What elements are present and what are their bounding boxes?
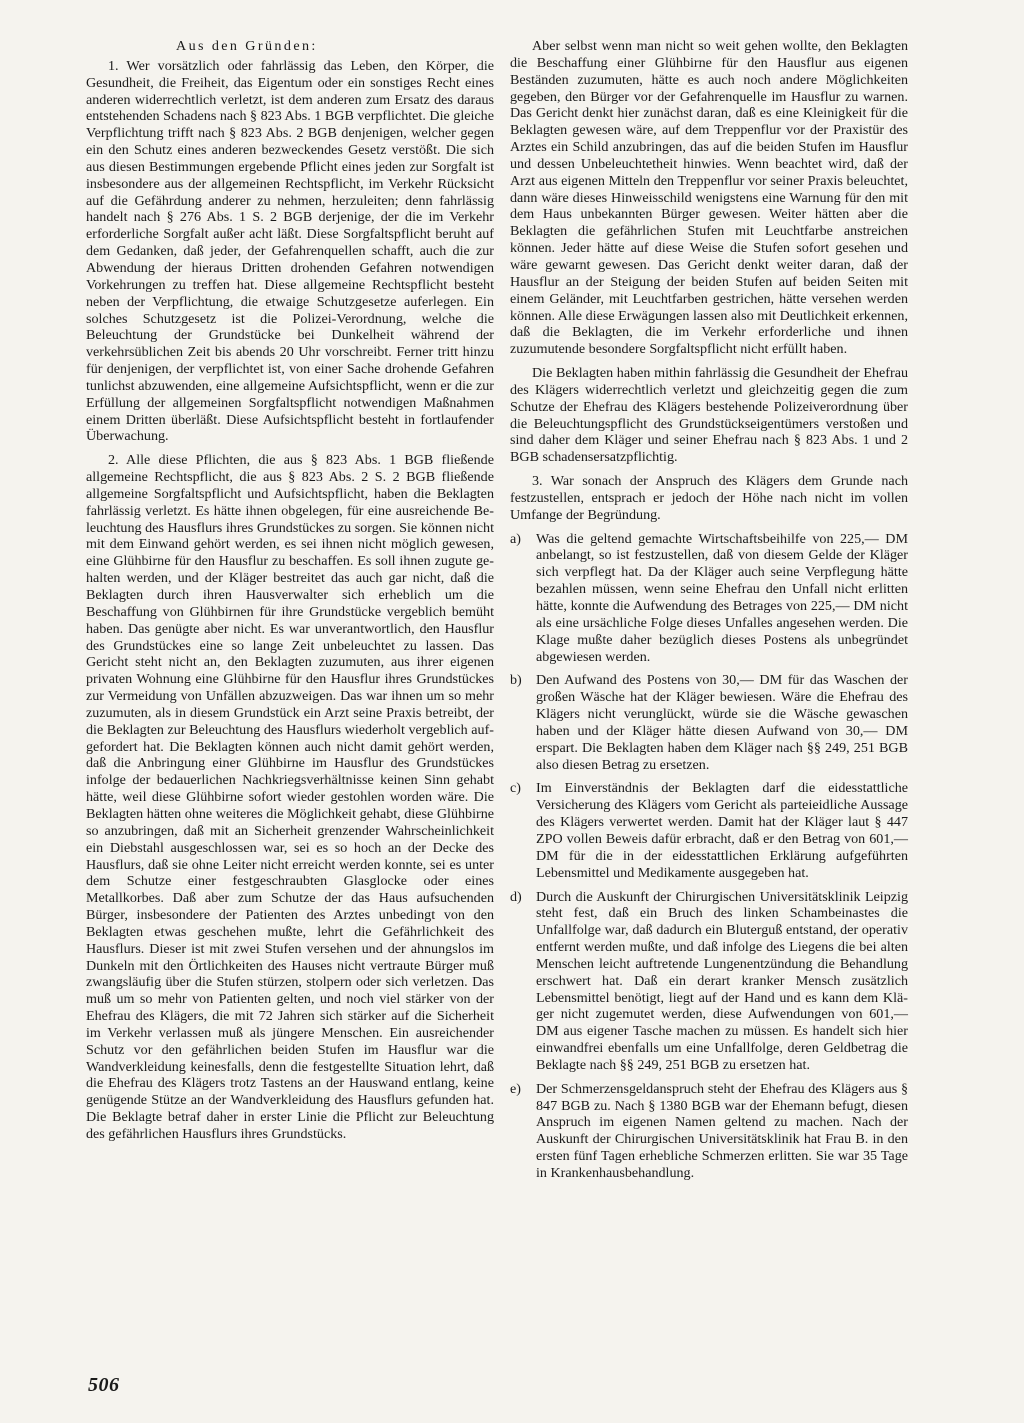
list-item-text: Durch die Auskunft der Chirurgischen Universitätsklinik Leipzig steht fest, daß ein Bruch des linken Schambeinastes die Unfallfolge war, daß dadurch ein Bluterguß entstand, der operativ entfernt werden mußte, und daß infolge des Liegens die bei alten Menschen leicht auftretende Lungenentzündung die Behandlung erschwert hat. Daß ein derart kranker Mensch zusätzlich Lebensmittel benötigt, liegt auf der Hand und es kann dem Kläger nicht zugemutet werden, diese Aufwendungen von 601,— DM aus eigener Tasche machen zu müssen. Es handelt sich hier einwandfrei ebenfalls um eine Unfallfolge, deren Geldbetrag die Beklagte nach §§ 249, 251 BGB zu ersetzen hat. — [536, 888, 908, 1073]
list-item-label: d) — [510, 888, 522, 905]
list-item-text: Was die geltend gemachte Wirtschaftsbeihilfe von 225,— DM anbelangt, so ist festzustellen, daß von diesem Gelde der Kläger sich verpflegt hat. Da der Kläger auch seine Verpflegung hätte bezahlen müssen, wenn seine Ehefrau den Unfall nicht erlitten hätte, konnte die Aufwendung des Betrages von 225,— DM nicht als eine ursächliche Folge dieses Unfalles angesehen werden. Die Klage mußte daher bezüglich dieses Postens als unbegründet abgewiesen werden. — [536, 530, 908, 665]
paragraph: Die Beklagten haben mithin fahrlässig die Gesundheit der Ehefrau des Klägers widerrechtlich verletzt und gleichzeitig gegen die zum Schutze der Ehefrau des Klägers bestehende Polizeiverordnung über die Beleuchtungspflicht des Grundstückseigentümers verstoßen und sind daher dem Kläger und seiner Ehefrau nach § 823 Abs. 1 und 2 BGB schadensersatzpflichtig. — [510, 365, 908, 466]
section-heading: Aus den Gründen: — [176, 38, 318, 54]
paragraph: 1. Wer vorsätzlich oder fahrlässig das Leben, den Körper, die Gesundheit, die Freiheit, das Eigentum oder ein sonstiges Recht eines anderen widerrechtlich verletzt, ist dem anderen zum Ersatz des daraus entstehenden Schadens nach § 823 Abs. 1 BGB verpflichtet. Die gleiche Verpflichtung trifft nach § 823 Abs. 2 BGB denjenigen, welcher gegen ein den Schutz eines anderen bezweckendes Gesetz verstößt. Die sich aus diesen Bestimmungen ergebende Pflicht eines jeden zur Sorgfalt ist insbesondere aus der allgemeinen Rechtspflicht, im Verkehr Rücksicht auf die Gefährdung anderer zu nehmen, herzuleiten; denn fahrlässig handelt nach § 276 Abs. 1 S. 2 BGB derjenige, der die im Verkehr erforderliche Sorgfalt außer acht läßt. Diese Sorgfaltspflicht beruht auf dem Gedanken, daß jeder, der Gefahrenquellen schafft, auch die zur Abwendung der hieraus Dritten drohenden Gefahren notwendigen Vorkehrungen zu treffen hat. Diese allgemeine Rechtspflicht besteht neben der Verpflichtung, die etwaige Schutzgesetze auferlegen. Ein solches Schutzgesetz ist die Polizei-Verordnung, welche die Beleuchtung der Grundstücke bei Dunkelheit während der verkehrsüblichen Zeit bis abends 20 Uhr vorschreibt. Ferner tritt hinzu für denjenigen, der verpflichtet ist, von einer Sache drohende Gefahren tunlichst abzuwenden, eine allgemeine Aufsichtspflicht, wenn er die zur Erfüllung der allgemeinen Sorgfaltspflicht notwendigen Maßnahmen einem Dritten überläßt. Diese Aufsichtspflicht besteht in fortlaufender Überwachung. — [86, 57, 494, 445]
right-column — [510, 38, 908, 1182]
list-item-text: Den Aufwand des Postens von 30,— DM für das Waschen der großen Wäsche hat der Kläger bewiesen. Wäre die Ehefrau des Klägers nicht verunglückt, würde sie die Wäsche gewaschen haben und der Kläger hätte diesen Aufwand von 30,— DM erspart. Die Beklagten haben dem Kläger nach §§ 249, 251 BGB also diesen Betrag zu ersetzen. — [536, 672, 908, 773]
page-number: 506 — [88, 1374, 120, 1396]
list-item-label: b) — [510, 672, 522, 689]
list-item — [510, 780, 908, 881]
paragraph: 3. War sonach der Anspruch des Klägers dem Grunde nach festzustellen, entsprach er jedoch der Höhe nach nicht im vollen Umfange der Begründung. — [510, 473, 908, 523]
list-item-label: c) — [510, 780, 521, 797]
list-item-text: Im Einverständnis der Beklagten darf die eidesstattliche Versicherung des Klägers vom Gericht als parteieidliche Aussage des Klägers verwertet werden. Damit hat der Kläger laut § 447 ZPO vollen Beweis dafür erbracht, daß er den Betrag von 601,— DM für die in der eidesstattlichen Erklärung aufgeführten Lebensmittel und Medikamente ausgegeben hat. — [536, 780, 908, 881]
list-item — [510, 889, 908, 1074]
paragraph: 2. Alle diese Pflichten, die aus § 823 Abs. 1 BGB fließende allgemeine Rechtspflicht, die aus § 823 Abs. 2 S. 2 BGB fließende allgemeine Sorgfaltspflicht und Aufsichtspflicht, haben die Beklagten fahrlässig verletzt. Es hätte ihnen obgelegen, für eine ausreichende Beleuchtung des Hausflurs ihres Grundstückes zu sorgen. Sie können nicht mit dem Einwand gehört werden, es sei ihnen nicht möglich gewesen, eine Glühbirne für den Hausflur zu beschaffen. Es soll ihnen zugute gehalten werden, und der Kläger bestreitet das auch gar nicht, daß die Beklagten durch ihren Hausverwalter sich erheblich um die Beschaffung von Glühbirnen für ihre Grundstücke vergeblich bemüht haben. Das genügte aber nicht. Es war unverantwortlich, den Hausflur des Grundstückes eine so lange Zeit unbeleuchtet zu lassen. Das Gericht steht nicht an, den Beklagten zuzumuten, aus ihrer eigenen privaten Wohnung eine Glühbirne für den Hausflur ihres Grundstückes zur Vermeidung von Unfällen abzuzweigen. Das war ihnen um so mehr zuzumuten, als in diesem Grundstück ein Arzt seine Praxis betreibt, der die Beklagten zur Beleuchtung des Hausflurs wiederholt vergeblich aufgefordert hat. Die Beklagten können auch nicht damit gehört werden, daß die Anbringung einer Glühbirne im Hausflur des Grundstückes infolge der bedauerlichen Nachkriegsverhältnisse keinen Sinn gehabt hätte, weil diese Glühbirne sofort wieder gestohlen worden wäre. Die Beklagten hätten ohne weiteres die Möglichkeit gehabt, diese Glühbirne so anzubringen, daß mit an Sicherheit grenzender Wahrscheinlichkeit ein Diebstahl ausgeschlossen war, sei es so hoch an der Decke des Hausflurs, daß sie ohne Leiter nicht erreicht werden konnte, sei es unter dem Schutze einer festgeschraubten Glasglocke oder eines Metallkorbes. Daß aber zum Schutze der das Haus aufsuchenden Bürger, insbesondere der Patienten des Arztes unbedingt von den Beklagten etwas geschehen mußte, lehrt die Gefährlichkeit des Hausflurs. Dieser ist mit zwei Stufen versehen und der ahnungslos im Dunkeln mit den Örtlichkeiten des Hauses nicht vertraute Bürger muß zwangsläufig über die Stufen stürzen, stolpern oder sich verletzen. Das muß um so mehr von Patienten gelten, und noch viel stärker von der Ehefrau des Klägers, die mit 72 Jahren sich stärker auf die Sicherheit im Verkehr verlassen muß als jüngere Menschen. Ein ausreichender Schutz vor den gefährlichen beiden Stufen im Hausflur war die Wandverkleidung keinesfalls, denn die festgestellte Situation lehrt, daß die Ehefrau des Klägers trotz Tastens an der Hauswand entlang, keine genügende Stütze an der Wandverkleidung des Hausflurs gefunden hat. Die Beklagte betraf daher in erster Linie die Pflicht zur Beleuchtung des gefährlichen Hausflurs ihres Grundstücks. — [86, 452, 494, 1142]
list-item-label: a) — [510, 530, 521, 547]
left-column — [86, 38, 494, 1143]
list-item-text: Der Schmerzensgeldanspruch steht der Ehefrau des Klägers aus § 847 BGB zu. Nach § 1380 BGB war der Ehemann befugt, diesen Anspruch im eigenen Namen geltend zu machen. Nach der Auskunft der Chirurgischen Universitätsklinik hat Frau B. in den ersten fünf Tagen erhebliche Schmerzen erlitten. Sie war 35 Tage in Krankenhausbehandlung. — [536, 1080, 908, 1181]
paragraph: Aber selbst wenn man nicht so weit gehen wollte, den Beklagten die Beschaffung einer Glühbirne für den Hausflur aus eigenen Beständen zuzumuten, hätte es auch noch andere Möglichkeiten gegeben, den Bürger vor der Gefahrenquelle im Hausflur zu warnen. Das Gericht denkt hier zunächst daran, daß es eine Kleinigkeit für die Beklagten gewesen wäre, auf dem Treppenflur vor der Praxistür des Arztes ein Schild anzubringen, das auf die beiden Stufen im Hausflur und dessen Unbeleuchtetheit hinwies. Wenn beachtet wird, daß der Arzt aus eigenen Mitteln den Treppenflur vor seiner Praxis beleuchtet, dann wäre dieses Hinweisschild wenigstens eine Warnung für den mit dem Haus unbekannten Bürger gewesen. Weiter hätten aber die Beklagten die gefährlichen Stufen mit Leuchtfarbe anstreichen können. Jeder hätte auf diese Weise die Stufen sofort gesehen und wäre gewarnt gewesen. Das Gericht denkt weiter daran, daß der Hausflur an der Steigung der beiden Stufen auf beiden Seiten mit einem Geländer, mit Leuchtfarben gestrichen, hätte versehen werden können. Alle diese Erwägungen lassen also mit Deutlichkeit erkennen, daß die Beklagten, die im Verkehr erforderliche und ihnen zuzumutende besondere Sorgfaltspflicht nicht erfüllt haben. — [510, 38, 908, 358]
list-item-label: e) — [510, 1080, 521, 1097]
list-item — [510, 1081, 908, 1182]
list-item — [510, 672, 908, 773]
list-item — [510, 531, 908, 666]
